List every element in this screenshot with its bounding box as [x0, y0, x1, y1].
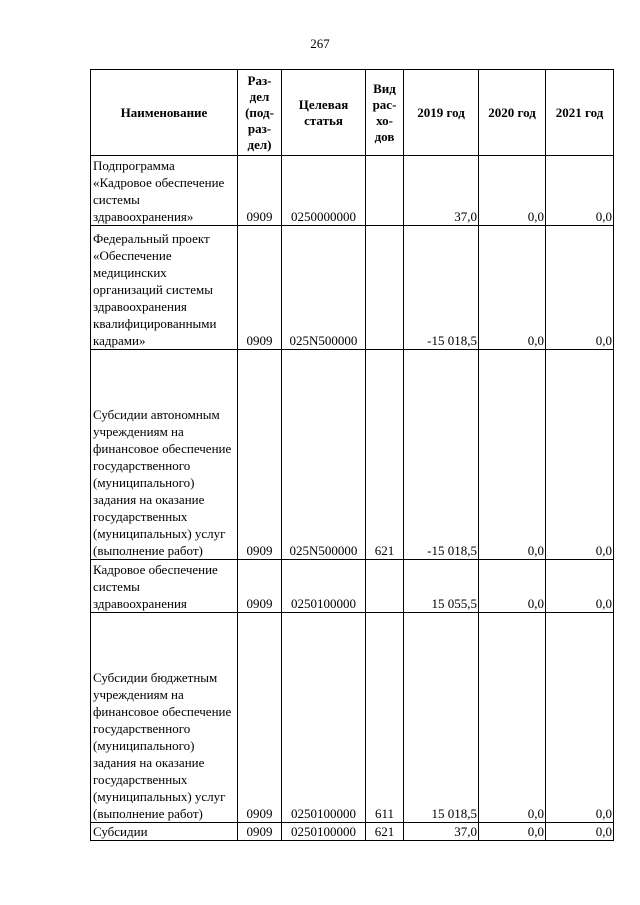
- table-row: [91, 560, 614, 613]
- header-section: Раз- дел (под- раз- дел): [238, 70, 282, 156]
- budget-table: [90, 69, 614, 841]
- cell-2021: 0,0: [546, 156, 614, 226]
- cell-2020: 0,0: [479, 613, 546, 823]
- cell-name: Подпрограмма «Кадровое обеспечение системы здравоохранения»: [91, 156, 238, 226]
- cell-expense-type: [366, 226, 404, 350]
- page-number: 267: [310, 36, 330, 51]
- cell-article: 025N500000: [282, 350, 366, 560]
- cell-section: 0909: [238, 613, 282, 823]
- cell-2021: 0,0: [546, 226, 614, 350]
- cell-2021: 0,0: [546, 823, 614, 841]
- table-row: [91, 156, 614, 226]
- header-row: [91, 70, 614, 156]
- header-2020: 2020 год: [479, 70, 546, 156]
- cell-2020: 0,0: [479, 350, 546, 560]
- header-2019: 2019 год: [404, 70, 479, 156]
- cell-name: Субсидии бюджетным учреждениям на финансовое обеспечение государственного (муниципального) задания на оказание государственных (муниципальных) услуг (выполнение работ): [91, 613, 238, 823]
- cell-2021: 0,0: [546, 350, 614, 560]
- cell-article: 0250100000: [282, 560, 366, 613]
- cell-2019: 37,0: [404, 156, 479, 226]
- cell-2020: 0,0: [479, 226, 546, 350]
- cell-expense-type: 621: [366, 350, 404, 560]
- cell-2019: 15 018,5: [404, 613, 479, 823]
- cell-2021: 0,0: [546, 613, 614, 823]
- table-row: [91, 226, 614, 350]
- cell-section: 0909: [238, 226, 282, 350]
- cell-expense-type: 611: [366, 613, 404, 823]
- cell-article: 0250000000: [282, 156, 366, 226]
- cell-name: Федеральный проект «Обеспечение медицинских организаций системы здравоохранения квалифицированными кадрами»: [91, 226, 238, 350]
- cell-2021: 0,0: [546, 560, 614, 613]
- cell-section: 0909: [238, 823, 282, 841]
- header-expense-type: Вид рас- хо- дов: [366, 70, 404, 156]
- cell-name: Субсидии: [91, 823, 238, 841]
- cell-section: 0909: [238, 350, 282, 560]
- cell-article: 0250100000: [282, 823, 366, 841]
- cell-2020: 0,0: [479, 560, 546, 613]
- cell-2019: -15 018,5: [404, 226, 479, 350]
- cell-section: 0909: [238, 156, 282, 226]
- cell-section: 0909: [238, 560, 282, 613]
- cell-name: Кадровое обеспечение системы здравоохранения: [91, 560, 238, 613]
- cell-2020: 0,0: [479, 156, 546, 226]
- cell-2020: 0,0: [479, 823, 546, 841]
- cell-2019: -15 018,5: [404, 350, 479, 560]
- header-2021: 2021 год: [546, 70, 614, 156]
- header-name: Наименование: [91, 70, 238, 156]
- cell-article: 025N500000: [282, 226, 366, 350]
- cell-2019: 15 055,5: [404, 560, 479, 613]
- table-row: [91, 350, 614, 560]
- header-article: Целевая статья: [282, 70, 366, 156]
- cell-expense-type: [366, 560, 404, 613]
- table-row: [91, 613, 614, 823]
- table-row: [91, 823, 614, 841]
- cell-name: Субсидии автономным учреждениям на финансовое обеспечение государственного (муниципального) задания на оказание государственных (муниципальных) услуг (выполнение работ): [91, 350, 238, 560]
- cell-expense-type: 621: [366, 823, 404, 841]
- cell-2019: 37,0: [404, 823, 479, 841]
- cell-article: 0250100000: [282, 613, 366, 823]
- cell-expense-type: [366, 156, 404, 226]
